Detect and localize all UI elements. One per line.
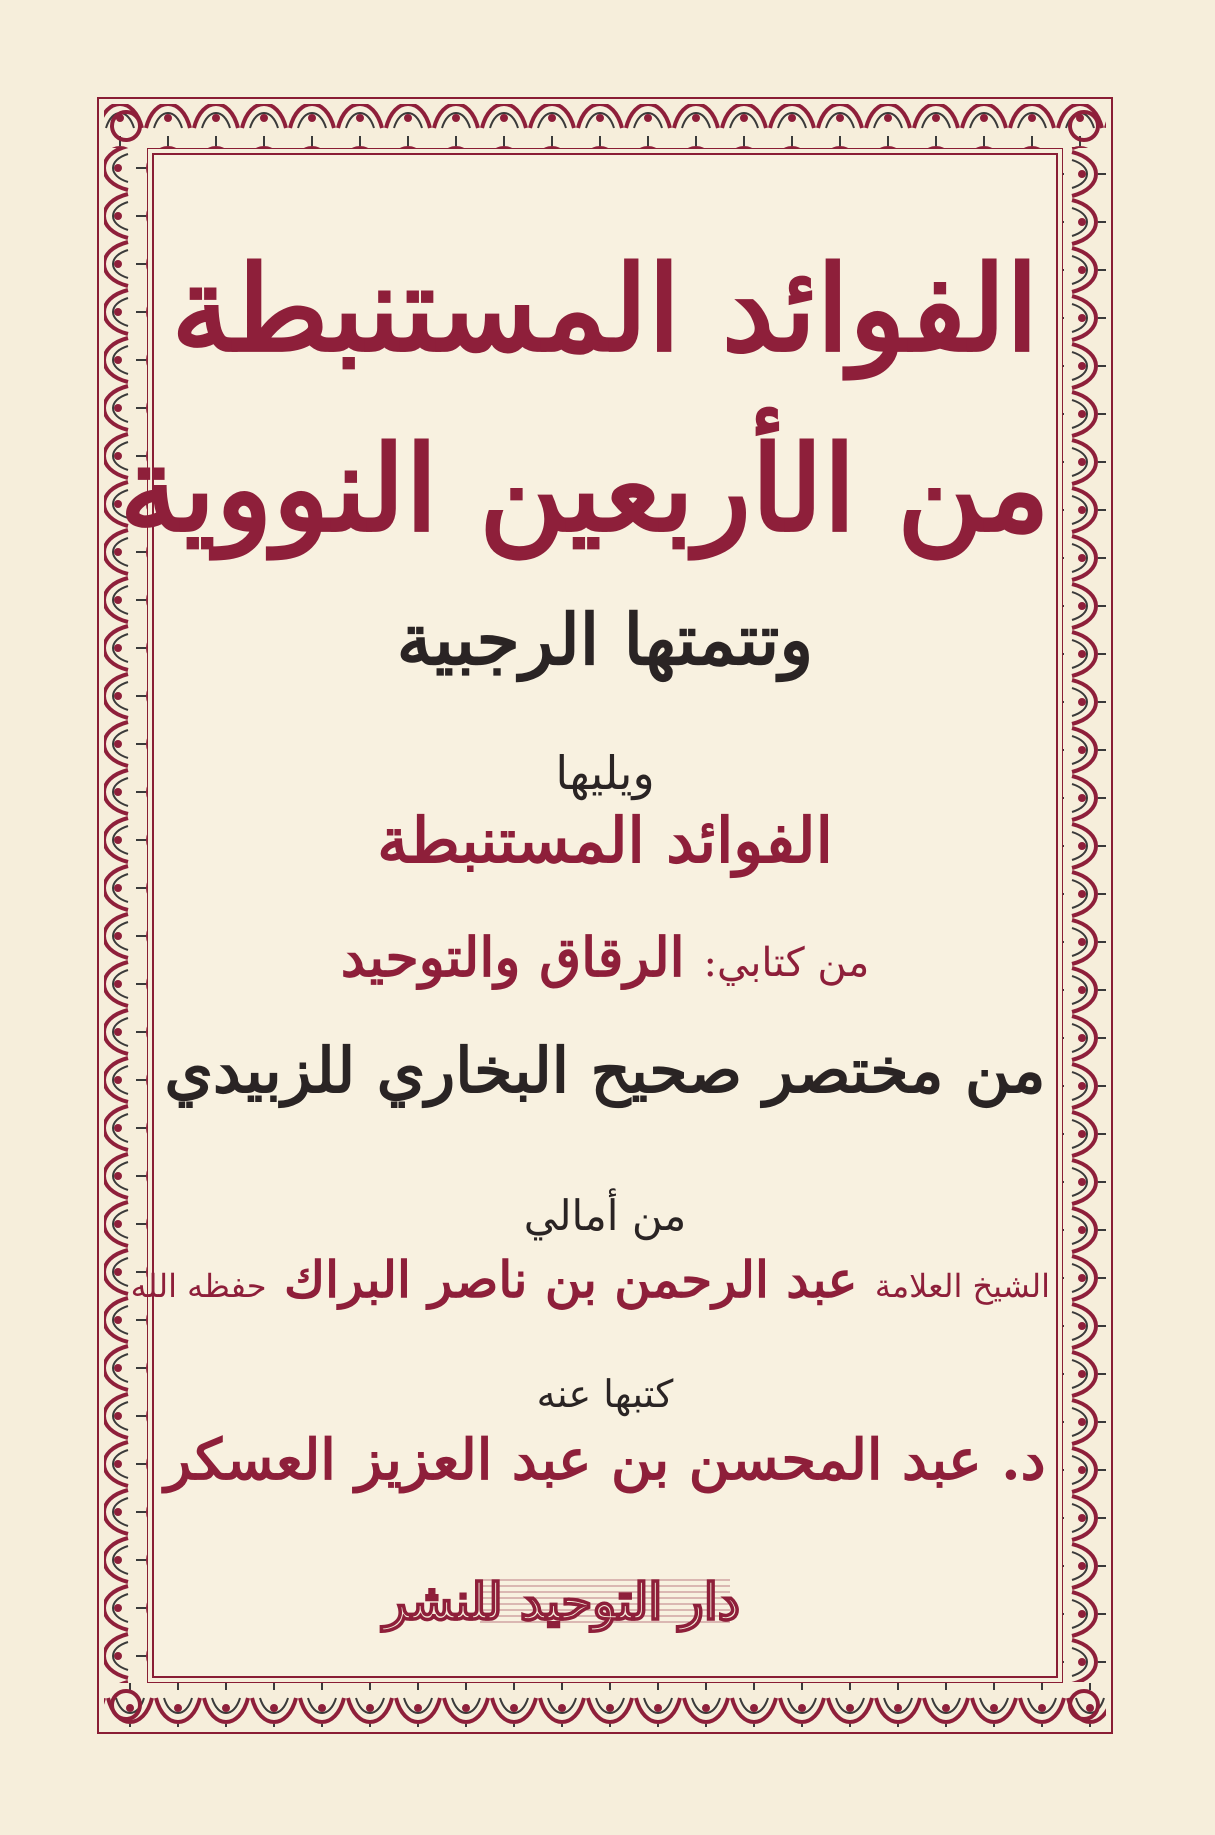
shaykh-name: عبد الرحمن بن ناصر البراك	[283, 1250, 858, 1309]
author-name: د. عبد المحسن بن عبد العزيز العسكر	[164, 1427, 1046, 1493]
from-books: الرقاق والتوحيد	[340, 925, 685, 989]
shaykh-line	[130, 1250, 1050, 1309]
shaykh-suffix: حفظه الله	[130, 1267, 267, 1305]
shaykh-prefix: الشيخ العلامة	[874, 1267, 1050, 1305]
title-line-1: الفوائد المستنبطة	[171, 239, 1039, 378]
dictation-label: من أمالي	[523, 1191, 687, 1240]
from-books-line	[160, 925, 1050, 989]
publisher-name: دار التوحيد للنشر	[383, 1572, 740, 1631]
second-title: الفوائد المستنبطة	[377, 804, 833, 877]
title-line-2: من الأربعين النووية	[119, 419, 1050, 558]
written-by-label: كتبها عنه	[536, 1372, 674, 1416]
publisher-logo	[383, 1560, 740, 1640]
subtitle: وتتمتها الرجبية	[396, 598, 814, 681]
from-books-prefix: من كتابي:	[703, 940, 870, 986]
source-line: من مختصر صحيح البخاري للزبيدي	[164, 1034, 1046, 1107]
followed-by-label: ويليها	[555, 746, 655, 800]
cover-content	[119, 160, 1050, 1670]
